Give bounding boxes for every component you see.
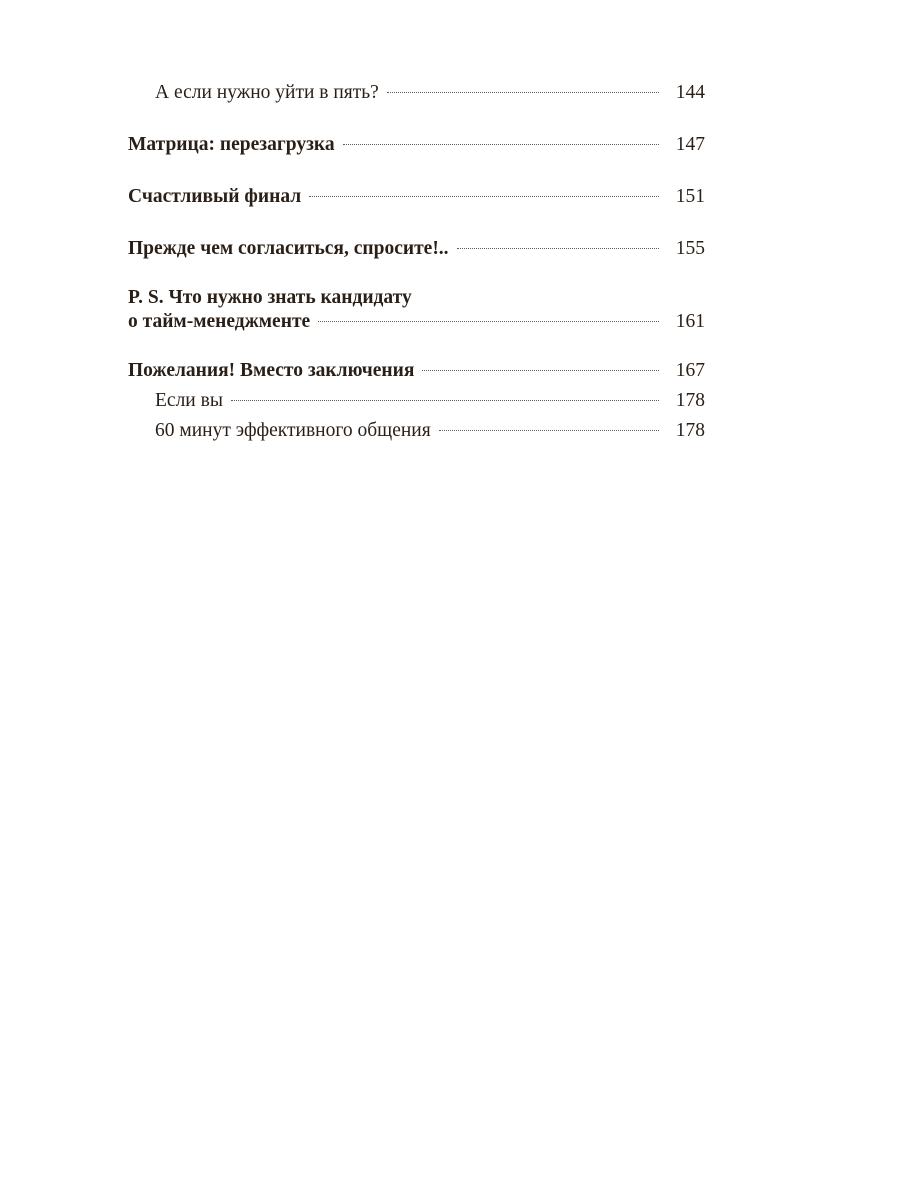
dot-leader [343,144,659,145]
toc-entry[interactable] [128,416,705,446]
toc-entry-page: 147 [675,134,705,155]
dot-leader [422,370,659,371]
toc-entry[interactable] [128,130,705,160]
dot-leader [231,400,659,401]
table-of-contents [128,78,705,446]
dot-leader [318,321,659,322]
toc-entry-title: Пожелания! Вместо заключения [128,360,415,381]
toc-entry [128,310,705,334]
toc-entry-title: Матрица: перезагрузка [128,134,335,155]
dot-leader [439,430,659,431]
dot-leader [457,248,659,249]
toc-entry-title-line1: P. S. Что нужно знать кандидату [128,287,412,308]
toc-entry-page: 161 [675,311,705,332]
toc-entry-multiline[interactable] [128,286,705,334]
toc-entry[interactable] [128,356,705,386]
toc-entry-title: Прежде чем согласиться, спросите!.. [128,238,449,259]
toc-entry-page: 155 [675,238,705,259]
toc-entry-page: 167 [675,360,705,381]
toc-entry[interactable] [128,234,705,264]
toc-entry-title: 60 минут эффективного общения [155,420,431,441]
toc-entry-page: 178 [675,390,705,411]
toc-entry[interactable] [128,386,705,416]
dot-leader [387,92,659,93]
toc-entry-title: Если вы [155,390,223,411]
toc-entry[interactable] [128,78,705,108]
toc-entry-page: 178 [675,420,705,441]
toc-entry-title: А если нужно уйти в пять? [155,82,379,103]
toc-entry-title-line2: о тайм-менеджменте [128,311,311,332]
toc-entry-page: 151 [675,186,705,207]
toc-entry-page: 144 [675,82,705,103]
toc-entry[interactable] [128,182,705,212]
toc-entry-title: Счастливый финал [128,186,302,207]
dot-leader [309,196,659,197]
